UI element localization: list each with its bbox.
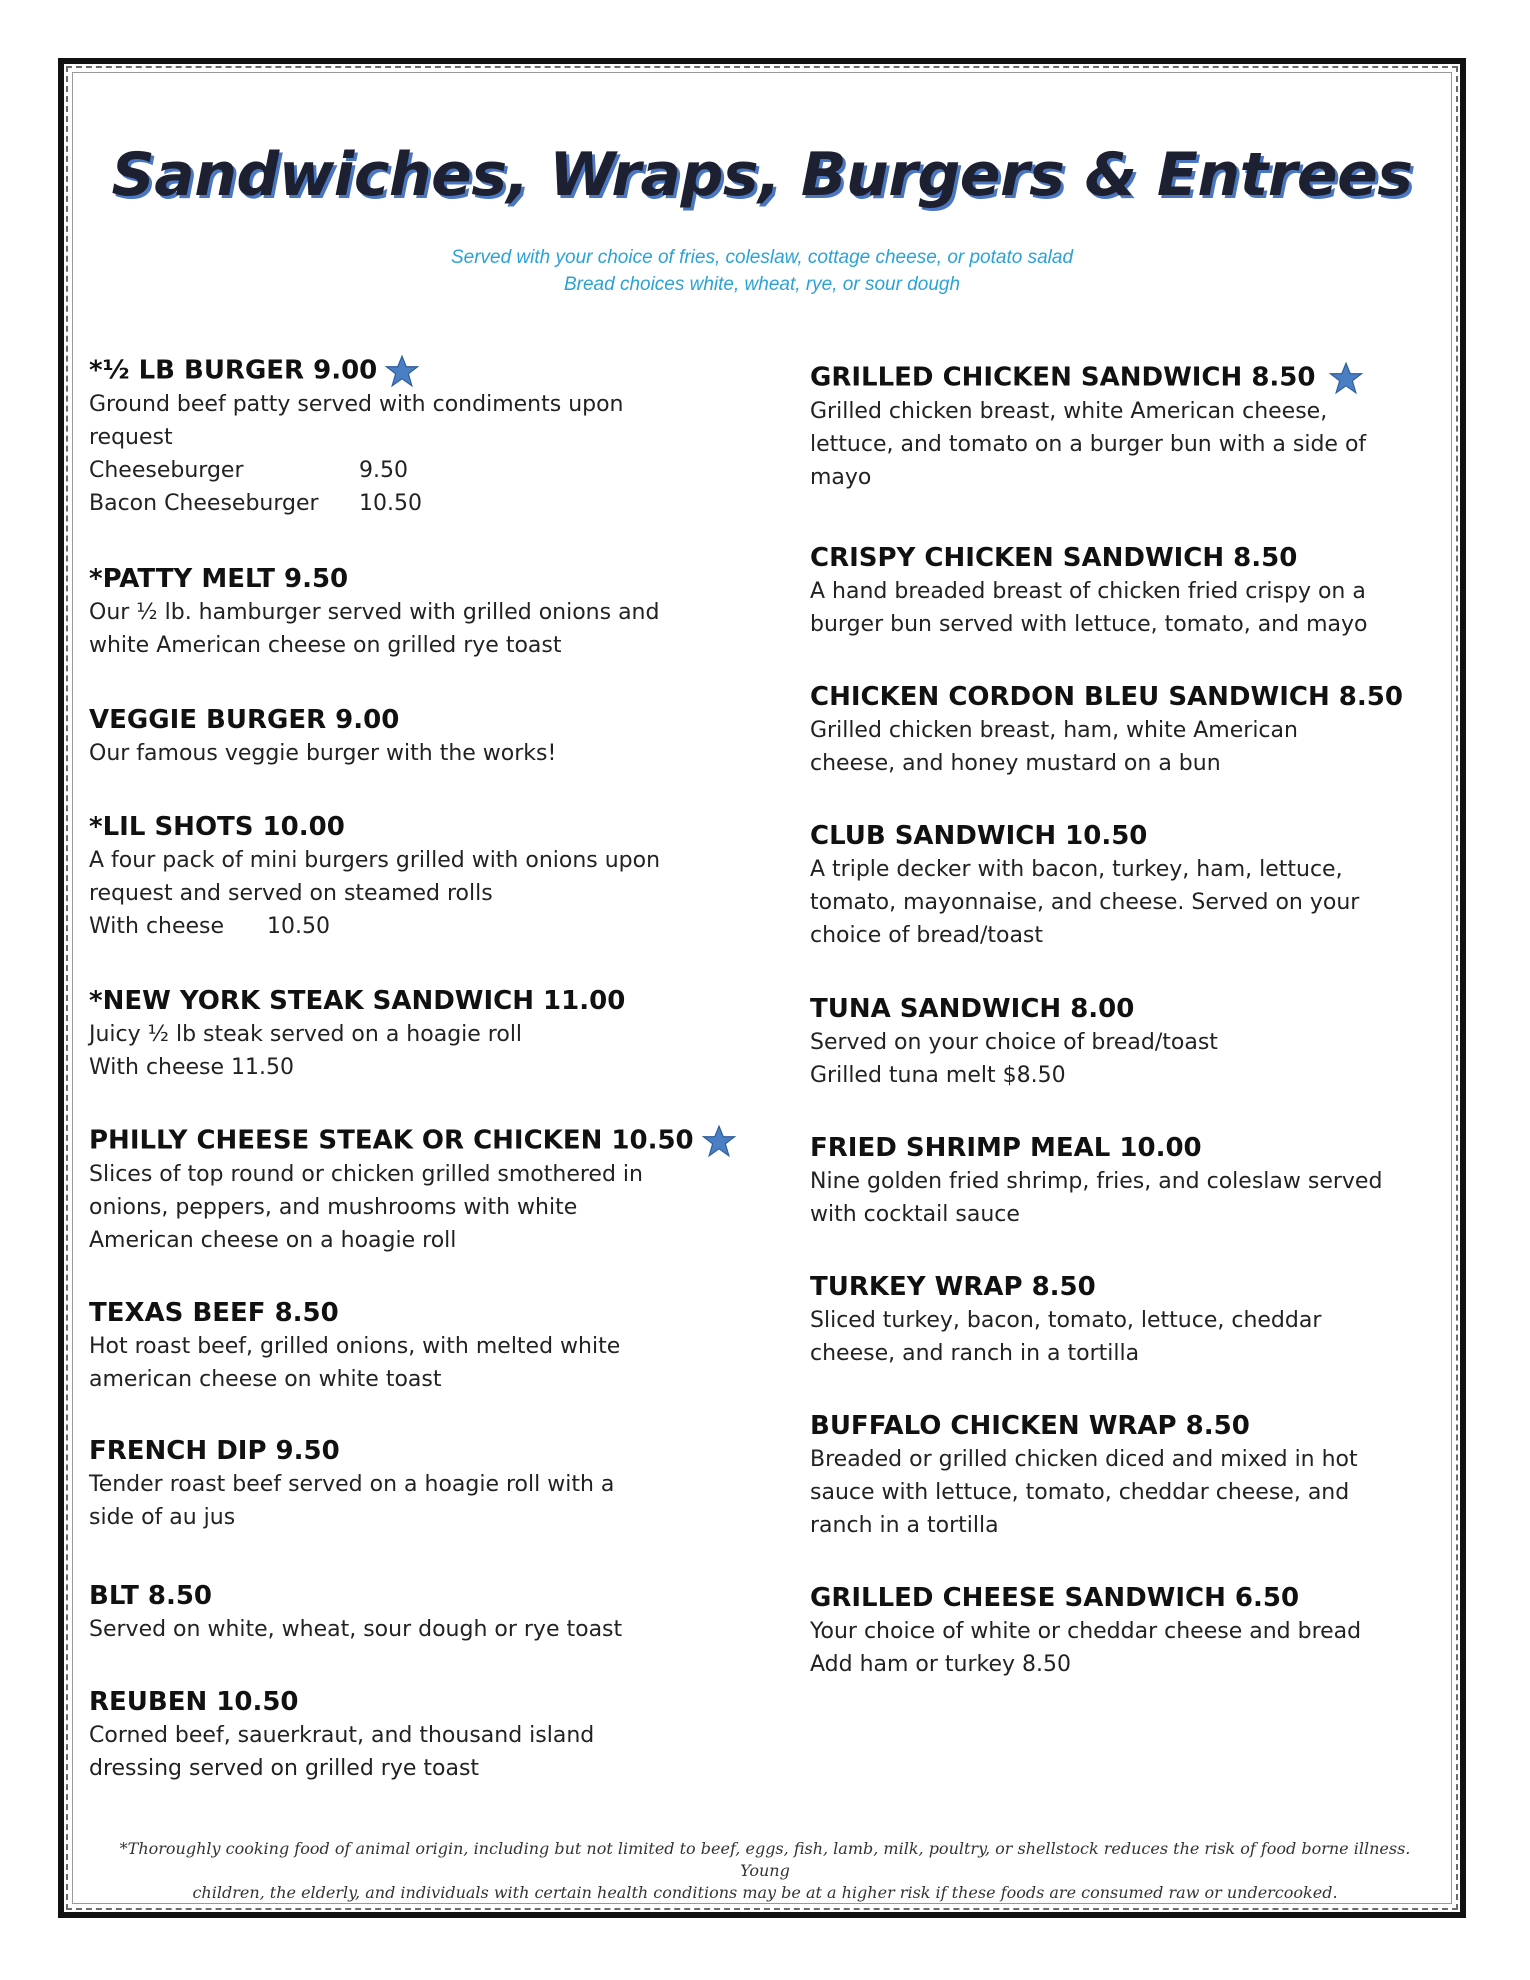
- item-description: american cheese on white toast: [89, 1367, 442, 1392]
- menu-item-chicken-cordon-bleu-sandwich: [810, 681, 1450, 780]
- item-description: request: [89, 425, 173, 450]
- item-description: request and served on steamed rolls: [89, 881, 493, 906]
- disclaimer-line: children, the elderly, and individuals with certain health conditions may be at a higher risk if these foods are consumed raw or undercooked.: [192, 1883, 1338, 1902]
- item-description: white American cheese on grilled rye toast: [89, 633, 562, 658]
- menu-item-patty-melt: [89, 563, 729, 662]
- item-name: PHILLY CHEESE STEAK OR CHICKEN 10.50: [89, 1125, 694, 1156]
- item-name: *½ LB BURGER 9.00: [89, 355, 378, 386]
- menu-item-new-york-steak-sandwich: [89, 985, 729, 1084]
- star-icon: [385, 354, 419, 388]
- menu-item-grilled-cheese-sandwich: [810, 1582, 1450, 1681]
- item-description: burger bun served with lettuce, tomato, and mayo: [810, 612, 1368, 637]
- star-icon: [1329, 361, 1363, 395]
- menu-item-lil-shots: [89, 811, 729, 943]
- item-description: Breaded or grilled chicken diced and mixed in hot: [810, 1447, 1358, 1472]
- item-description: side of au jus: [89, 1505, 236, 1530]
- item-description: Served on white, wheat, sour dough or rye toast: [89, 1617, 623, 1642]
- item-name: GRILLED CHICKEN SANDWICH 8.50: [810, 362, 1316, 393]
- item-description: Juicy ½ lb steak served on a hoagie roll: [89, 1022, 523, 1047]
- menu-title: Sandwiches, Wraps, Burgers & Entrees: [111, 140, 1413, 210]
- star-icon: [702, 1124, 736, 1158]
- item-description: choice of bread/toast: [810, 923, 1044, 948]
- menu-item-buffalo-chicken-wrap: [810, 1410, 1450, 1542]
- item-name: BUFFALO CHICKEN WRAP 8.50: [810, 1411, 1250, 1441]
- item-name: *LIL SHOTS 10.00: [89, 812, 345, 842]
- menu-item-grilled-chicken-sandwich: [810, 361, 1450, 494]
- menu-item-club-sandwich: [810, 820, 1450, 952]
- item-description: Corned beef, sauerkraut, and thousand island: [89, 1723, 595, 1748]
- item-description: cheese, and ranch in a tortilla: [810, 1341, 1140, 1366]
- item-description: Our ½ lb. hamburger served with grilled onions and: [89, 600, 660, 625]
- menu-item-blt: [89, 1580, 729, 1646]
- item-description: dressing served on grilled rye toast: [89, 1756, 480, 1781]
- item-description: Tender roast beef served on a hoagie roll with a: [89, 1472, 615, 1497]
- item-description: A four pack of mini burgers grilled with onions upon: [89, 848, 661, 873]
- item-extra-cheeseburger: Cheeseburger 9.50: [89, 458, 408, 483]
- item-description: Nine golden fried shrimp, fries, and coleslaw served: [810, 1169, 1383, 1194]
- item-name: CRISPY CHICKEN SANDWICH 8.50: [810, 543, 1298, 573]
- menu-item-half-lb-burger: [89, 354, 729, 520]
- item-name: REUBEN 10.50: [89, 1687, 299, 1717]
- item-name: TURKEY WRAP 8.50: [810, 1272, 1096, 1302]
- item-description: Our famous veggie burger with the works!: [89, 741, 557, 766]
- item-extra-bacon-cheeseburger: Bacon Cheeseburger 10.50: [89, 491, 422, 516]
- item-name: CLUB SANDWICH 10.50: [810, 821, 1148, 851]
- item-name: FRIED SHRIMP MEAL 10.00: [810, 1133, 1202, 1163]
- item-name: FRENCH DIP 9.50: [89, 1436, 340, 1466]
- menu-item-crispy-chicken-sandwich: [810, 542, 1450, 641]
- menu-item-texas-beef: [89, 1297, 729, 1396]
- menu-item-french-dip: [89, 1435, 729, 1534]
- item-extra-with-cheese: With cheese 10.50: [89, 914, 330, 939]
- item-description: sauce with lettuce, tomato, cheddar cheese, and: [810, 1480, 1350, 1505]
- item-description: ranch in a tortilla: [810, 1513, 999, 1538]
- item-name: TEXAS BEEF 8.50: [89, 1298, 339, 1328]
- menu-item-veggie-burger: [89, 704, 729, 770]
- menu-item-philly-cheese-steak: [89, 1124, 729, 1257]
- item-name: VEGGIE BURGER 9.00: [89, 705, 400, 735]
- item-description: mayo: [810, 465, 872, 490]
- item-description: Hot roast beef, grilled onions, with melted white: [89, 1334, 621, 1359]
- item-name: TUNA SANDWICH 8.00: [810, 994, 1135, 1024]
- item-name: GRILLED CHEESE SANDWICH 6.50: [810, 1583, 1300, 1613]
- menu-subtitle-breads: Bread choices white, wheat, rye, or sour dough: [563, 274, 961, 295]
- item-description: Grilled tuna melt $8.50: [810, 1063, 1066, 1088]
- food-safety-disclaimer: [100, 1838, 1430, 1904]
- item-description: Your choice of white or cheddar cheese and bread: [810, 1619, 1362, 1644]
- item-description: With cheese 11.50: [89, 1055, 295, 1080]
- item-name: CHICKEN CORDON BLEU SANDWICH 8.50: [810, 682, 1403, 712]
- item-description: lettuce, and tomato on a burger bun with a side of: [810, 432, 1367, 457]
- menu-item-tuna-sandwich: [810, 993, 1450, 1092]
- menu-subtitle-sides: Served with your choice of fries, coleslaw, cottage cheese, or potato salad: [450, 247, 1074, 268]
- item-description: A triple decker with bacon, turkey, ham, lettuce,: [810, 857, 1343, 882]
- menu-item-fried-shrimp-meal: [810, 1132, 1450, 1231]
- disclaimer-line: *Thoroughly cooking food of animal origin, including but not limited to beef, eggs, fish, lamb, milk, poultry, or shellstock reduces the risk of food borne illness. Young: [119, 1839, 1411, 1880]
- item-description: American cheese on a hoagie roll: [89, 1228, 457, 1253]
- menu-item-reuben: [89, 1686, 729, 1785]
- item-description: Grilled chicken breast, ham, white American: [810, 718, 1298, 743]
- item-description: A hand breaded breast of chicken fried crispy on a: [810, 579, 1366, 604]
- item-description: Slices of top round or chicken grilled smothered in: [89, 1162, 643, 1187]
- item-name: *NEW YORK STEAK SANDWICH 11.00: [89, 986, 626, 1016]
- item-description: Ground beef patty served with condiments upon: [89, 392, 624, 417]
- item-description: Served on your choice of bread/toast: [810, 1030, 1218, 1055]
- item-description: tomato, mayonnaise, and cheese. Served on your: [810, 890, 1360, 915]
- item-description: Sliced turkey, bacon, tomato, lettuce, cheddar: [810, 1308, 1322, 1333]
- item-description: with cocktail sauce: [810, 1202, 1020, 1227]
- item-description: cheese, and honey mustard on a bun: [810, 751, 1221, 776]
- item-description: Grilled chicken breast, white American cheese,: [810, 399, 1328, 424]
- item-name: BLT 8.50: [89, 1581, 213, 1611]
- item-description: onions, peppers, and mushrooms with white: [89, 1195, 578, 1220]
- item-description: Add ham or turkey 8.50: [810, 1652, 1072, 1677]
- menu-item-turkey-wrap: [810, 1271, 1450, 1370]
- item-name: *PATTY MELT 9.50: [89, 564, 349, 594]
